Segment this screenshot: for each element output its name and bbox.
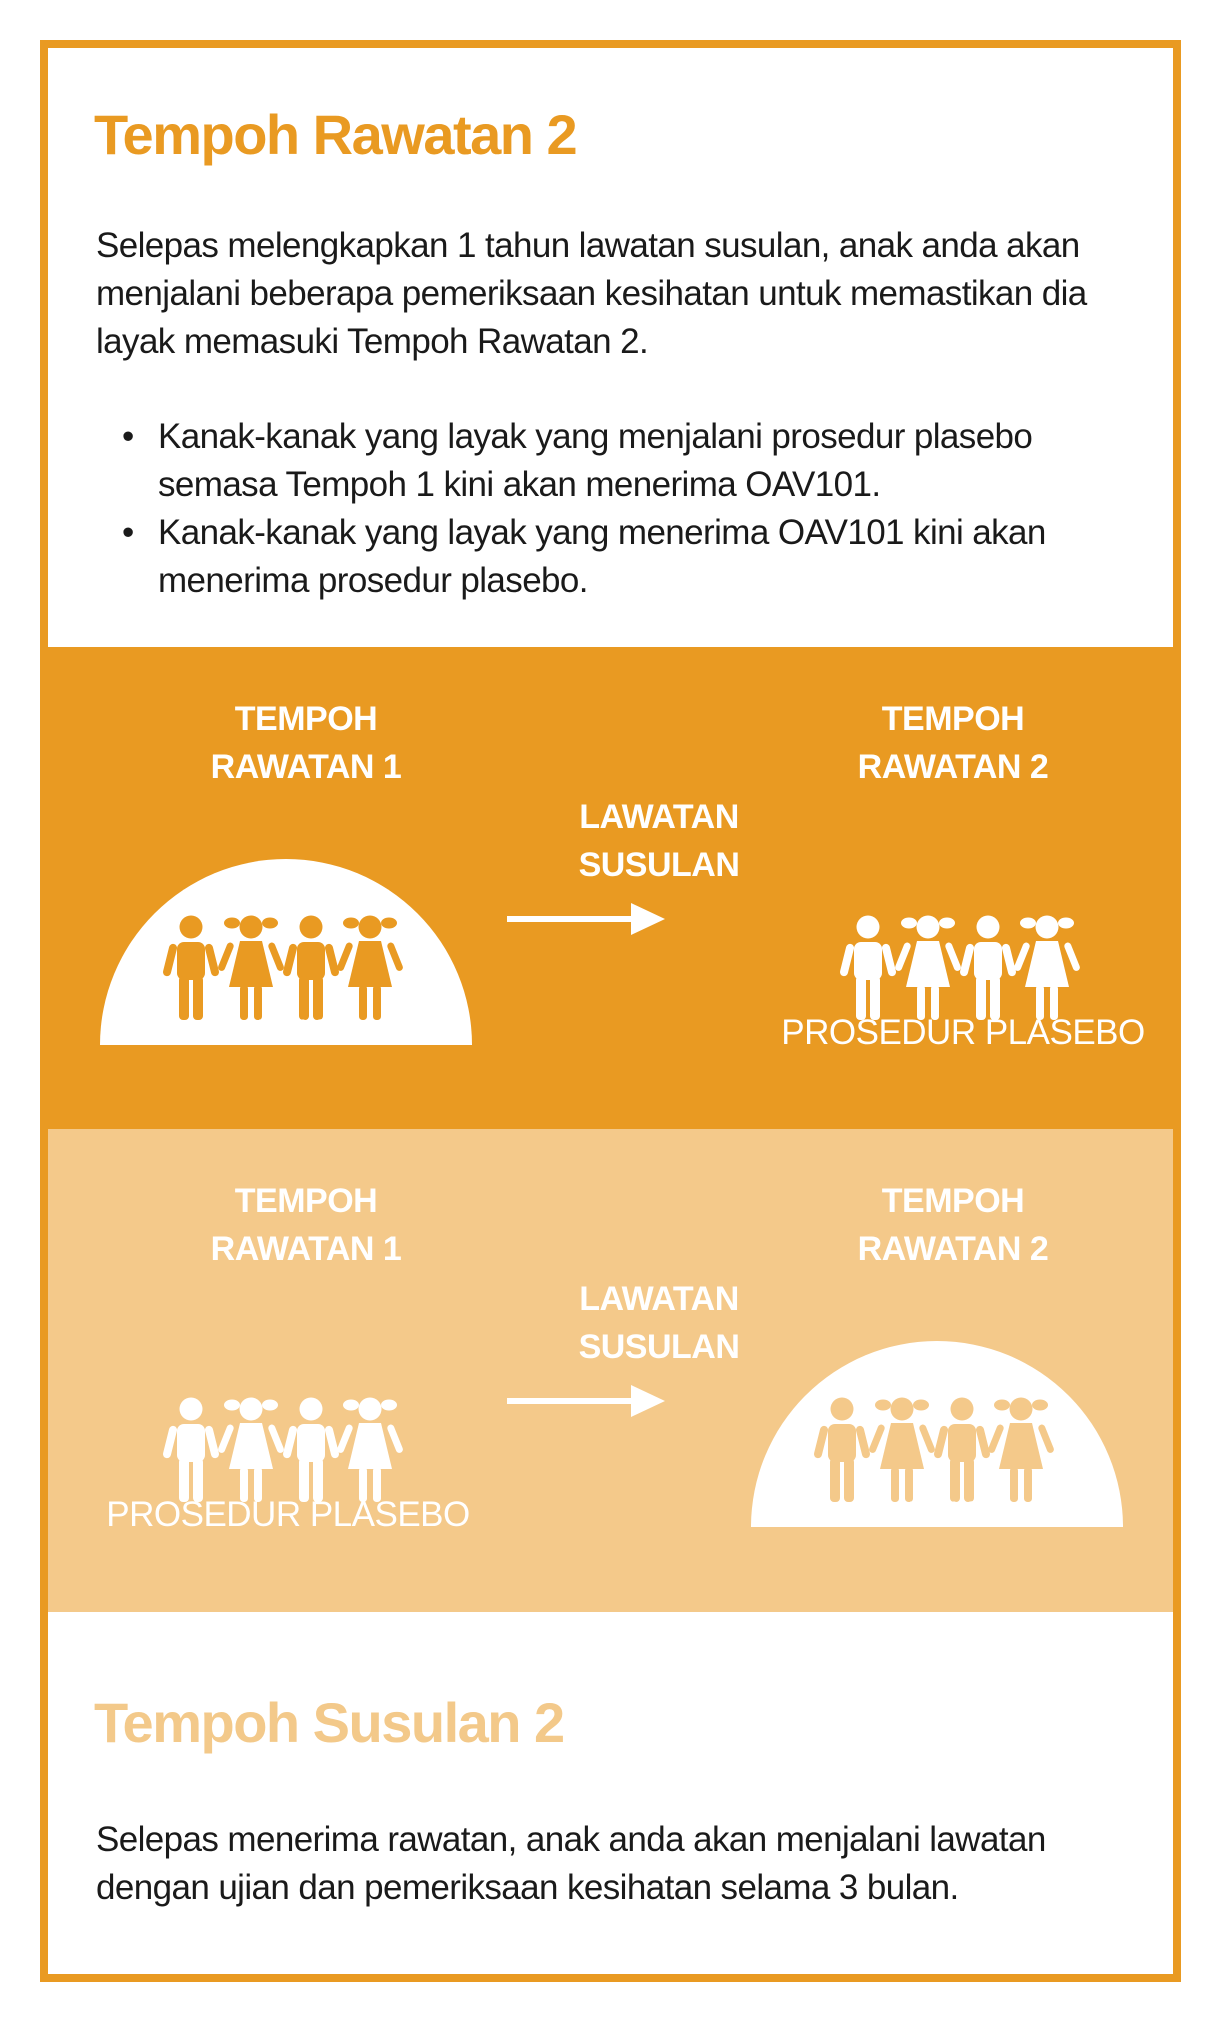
intro-paragraph: Selepas melengkapkan 1 tahun lawatan susulan, anak anda akan menjalani beberapa pemeriksaan kesihatan untuk memastikan dia layak memasuki Tempoh Rawatan 2.: [96, 226, 1087, 361]
phase-label-treatment-2: TEMPOH RAWATAN 2: [857, 1182, 1049, 1268]
bullet-item: • Kanak-kanak yang layak yang menerima OAV101 kini akan menerima prosedur plasebo.: [96, 509, 1126, 605]
follow-up-visit-label: LAWATAN SUSULAN: [578, 798, 740, 884]
bullet-item: • Kanak-kanak yang layak yang menjalani prosedur plasebo semasa Tempoh 1 kini akan menerima OAV101.: [96, 413, 1126, 509]
bullet-dot-icon: •: [122, 513, 134, 552]
children-group-icon: [162, 1398, 404, 1503]
treatment-caption-oav101: OAV101: [222, 1013, 350, 1052]
phase-label-treatment-1: TEMPOH RAWATAN 1: [210, 1182, 402, 1268]
follow-up-paragraph: Selepas menerima rawatan, anak anda akan menjalani lawatan dengan ujian dan pemeriksaan kesihatan selama 3 bulan.: [96, 1820, 1046, 1907]
diagram-row-oav101-to-placebo: [48, 647, 1173, 1130]
section-title-follow-up-2: Tempoh Susulan 2: [94, 1691, 564, 1754]
phase-label-treatment-1: TEMPOH RAWATAN 1: [210, 700, 402, 786]
bullet-dot-icon: •: [122, 417, 134, 456]
right-arrow-icon: [507, 897, 667, 941]
right-arrow-icon: [507, 1379, 667, 1423]
phase-label-treatment-2: TEMPOH RAWATAN 2: [857, 700, 1049, 786]
section-title-wrapper: [94, 1690, 564, 1755]
treatment-caption-placebo: PROSEDUR PLASEBO: [781, 1013, 1145, 1052]
treatment-caption-oav101: OAV101: [873, 1495, 1001, 1534]
follow-up-visit-label: LAWATAN SUSULAN: [578, 1280, 740, 1366]
section-title-treatment-2: Tempoh Rawatan 2: [94, 103, 577, 166]
bullet-list: [96, 413, 1126, 605]
children-group-icon: [839, 916, 1081, 1021]
diagram-row-placebo-to-oav101: [48, 1129, 1173, 1612]
treatment-caption-placebo: PROSEDUR PLASEBO: [106, 1495, 470, 1534]
